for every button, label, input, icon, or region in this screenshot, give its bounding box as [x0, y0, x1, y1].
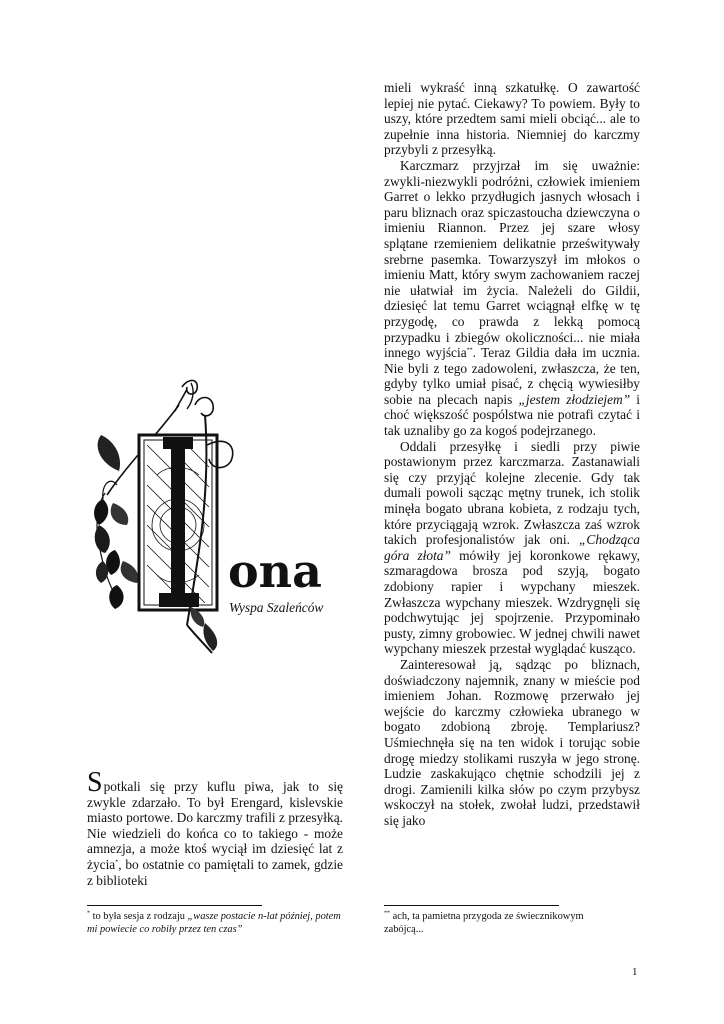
paragraph-2: Karczmarz przyjrzał im się uważnie: zwykli-niezwykli podróżni, człowiek imieniem Garret o lekko przydługich jasnych włosach i paru bliznach oraz spiczastoucha dziewczyna o imieniu Riannon. Przez jej szare włosy splątane rzemieniem delikatnie prześwitywały srebrne pasemka. Towarzyszył im młokos o imieniu Matt, który swym zachowaniem raczej nie ułatwiał im życia. Należeli do Gildii, dziesięć lat temu Garret wciągnął elfkę w tę przygodę, co prawda z lekką pomocą przypadku i zbiegów okoliczności... nie miała innego wyjścia**. Teraz Gildia dała im ucznia. Nie byli z tego zadowoleni, zwłaszcza, że ten, gdyby tylko umiał pisać, z chęcią wywiesiłby sobie na plecach napis „jestem złodziejem” i choć większość pospólstwa nie potrafi czytać i tak uznaliby go za kogoś podejrzanego. [384, 157, 640, 439]
left-paragraph [87, 767, 343, 888]
page-number: 1 [632, 966, 638, 978]
right-column [384, 80, 640, 829]
footnote-right: ** ach, ta pamietna przygoda ze świecznikowym zabójcą... [384, 910, 584, 935]
left-paragraph-text: potkali się przy kuflu piwa, jak to się zwykle zdarzało. To był Erengard, kislevskie miasto portowe. Do karczmy trafili z przesyłką. Nie wiedzieli do końca co to takiego - może amnezja, a może ktoś wyciął im dziesięć lat z życia*, bo ostatnie co pamiętali to zamek, gdzie z biblioteki [87, 779, 343, 888]
footnote-divider-left [87, 905, 262, 906]
title-word: ona [228, 544, 322, 598]
footnote-left: * to była sesja z rodzaju „wasze postacie n-lat później, potem mi powiecie co robiły przez ten czas” [87, 910, 341, 935]
paragraph-1: mieli wykraść inną szkatułkę. O zawartość lepiej nie pytać. Ciekawy? To powiem. Były to uszy, które przedtem sami mieli obciąć... ale to zupełnie inna historia. Niemniej do karczmy przybyli z przesyłką. [384, 80, 640, 158]
footnote-divider-right [384, 905, 559, 906]
paragraph-3: Oddali przesyłkę i siedli przy piwie postawionym przez karczmarza. Zastanawiali się czy przyjąć kolejne zlecenie. Gdy tak dumali powoli sącząc mętny trunek, ich stolik minęła bogato ubrana kobieta, z rodzaju tych, które przyciągają wzrok. Zwłaszcza zaś wzrok takich profesjonalistów jak oni. „Chodząca góra złota” mówiły jej koronkowe rękawy, szmaragdowa brosza pod szyją, bogato zdobiony rapier i wypchany mieszek. Zwłaszcza wypchany mieszek. Wzdrygnęli się podchwytując jej spojrzenie. Przypominało pusty, zimny grobowiec. W jednej chwili nawet wypchany mieszek przestał wyglądać kusząco. [384, 438, 640, 657]
subtitle: Wyspa Szaleńców [229, 600, 324, 615]
paragraph-4: Zainteresował ją, sądząc po bliznach, doświadczony najemnik, znany w mieście pod imieniem Johan. Rozmowę przerwało jej wejście do karczmy człowieka ubranego w bogato zdobioną zbroję. Templariusz? Uśmiechnęła się na ten widok i torując sobie drogę miedzy stolikami ruszyła w jego stronę. Ludzie zaskakująco chętnie schodzili jej z drogi. Zamienili kilka słów po czym przybysz wskoczył na stołek, zwołał ludzi, przedstawił się jako [384, 656, 640, 828]
left-column [87, 767, 343, 888]
drop-cap: S [87, 767, 103, 798]
